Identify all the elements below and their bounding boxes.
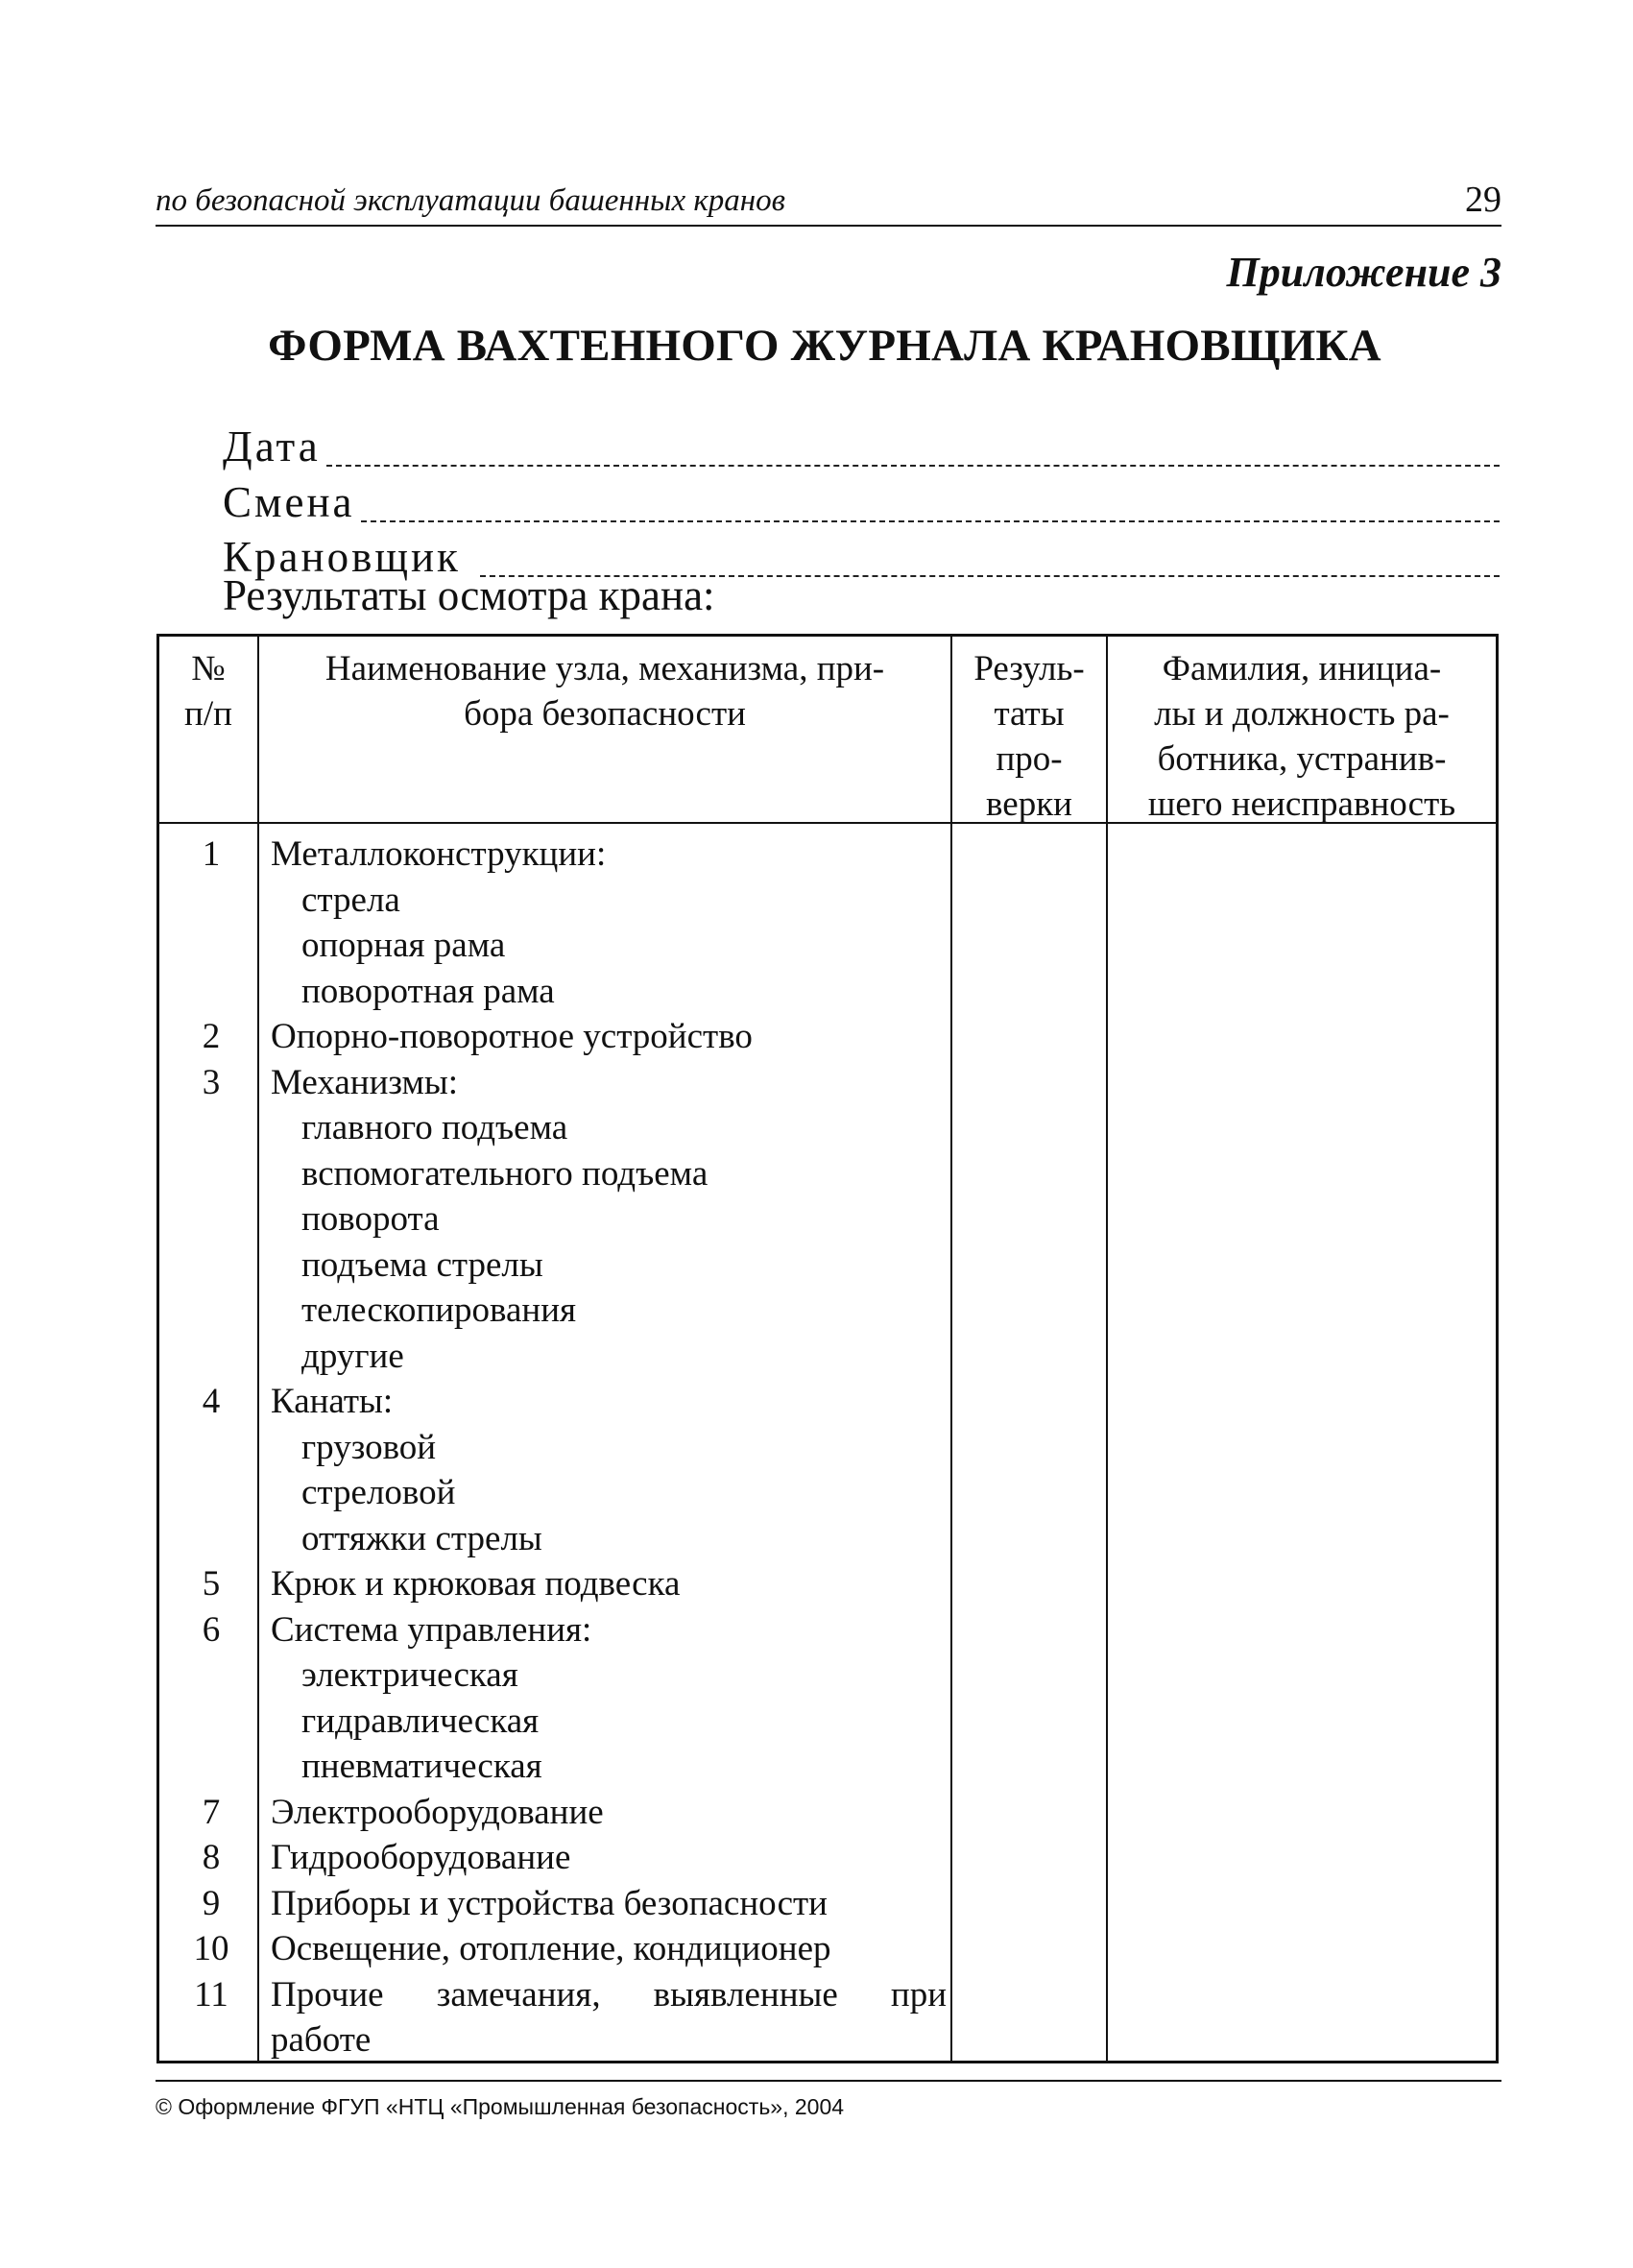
row-subitem: опорная рама <box>301 926 506 965</box>
row-subitem: телескопирования <box>301 1291 577 1330</box>
copyright-footer: © Оформление ФГУП «НТЦ «Промышленная безопасность», 2004 <box>156 2094 845 2119</box>
header-number: № п/п <box>184 649 232 734</box>
row-item: Прочие замечания, выявленные при <box>271 1974 947 2015</box>
page-number: 29 <box>1465 180 1501 220</box>
row-subitem: пневматическая <box>301 1747 542 1786</box>
table-row <box>159 1516 1496 1562</box>
header-check-results: Резуль- таты про- верки <box>973 649 1085 824</box>
table-row <box>159 1699 1496 1745</box>
date-blank-line <box>326 464 1500 467</box>
table-row <box>159 1060 1496 1106</box>
row-number: 3 <box>202 1062 221 1102</box>
row-subitem: гидравлическая <box>301 1701 540 1741</box>
row-number: 8 <box>202 1838 221 1877</box>
shift-blank-line <box>361 519 1500 522</box>
operator-label: Крановщик <box>223 533 461 581</box>
table-row <box>159 1288 1496 1334</box>
row-subitem: главного подъема <box>301 1108 568 1147</box>
row-item: Освещение, отопление, кондиционер <box>271 1929 831 1968</box>
table-row <box>159 832 1496 878</box>
row-number: 9 <box>202 1883 221 1923</box>
row-number: 11 <box>194 1974 228 2015</box>
table-row <box>159 1607 1496 1653</box>
row-subitem: оттяжки стрелы <box>301 1518 542 1558</box>
running-title: по безопасной эксплуатации башенных кранов <box>156 183 786 218</box>
table-row <box>159 1151 1496 1197</box>
row-number: 1 <box>202 834 221 874</box>
row-subitem: вспомогательного подъема <box>301 1153 708 1194</box>
table-row <box>159 2017 1496 2063</box>
table-row <box>159 1926 1496 1972</box>
row-subitem: стреловой <box>301 1473 456 1512</box>
row-subitem: электрическая <box>301 1655 518 1695</box>
row-subitem: стрела <box>301 880 400 920</box>
row-number: 2 <box>202 1017 221 1056</box>
table-row <box>159 878 1496 924</box>
table-row <box>159 923 1496 969</box>
document-title: ФОРМА ВАХТЕННОГО ЖУРНАЛА КРАНОВЩИКА <box>268 321 1381 371</box>
table-row <box>159 1425 1496 1471</box>
row-item: работе <box>271 2020 372 2060</box>
date-label: Дата <box>223 422 321 470</box>
row-item: Канаты: <box>271 1382 394 1421</box>
row-subitem: грузовой <box>301 1427 437 1467</box>
table-row <box>159 1881 1496 1927</box>
row-subitem: поворота <box>301 1199 440 1239</box>
header-item-name: Наименование узла, механизма, при- бора безопасности <box>324 649 885 734</box>
table-row <box>159 1744 1496 1790</box>
row-item: Приборы и устройства безопасности <box>271 1883 828 1923</box>
row-item: Механизмы: <box>271 1062 459 1102</box>
row-number: 4 <box>202 1382 221 1421</box>
table-row <box>159 969 1496 1015</box>
table-row <box>159 1105 1496 1151</box>
table-row <box>159 1379 1496 1425</box>
row-item: Опорно-поворотное устройство <box>271 1017 753 1056</box>
table-row <box>159 1014 1496 1060</box>
row-subitem: подъема стрелы <box>301 1244 543 1285</box>
table-row <box>159 1790 1496 1836</box>
table-row <box>159 1561 1496 1607</box>
table-row <box>159 1470 1496 1516</box>
shift-field <box>223 469 1500 524</box>
row-item: Система управления: <box>271 1609 592 1650</box>
table-row <box>159 1835 1496 1881</box>
row-item: Металлоконструкции: <box>271 834 607 874</box>
inspection-results-label: Результаты осмотра крана: <box>223 571 715 619</box>
row-item: Крюк и крюковая подвеска <box>271 1564 681 1604</box>
row-number: 7 <box>202 1792 221 1832</box>
shift-label: Смена <box>223 478 355 526</box>
table-row <box>159 1243 1496 1289</box>
row-number: 10 <box>193 1929 229 1968</box>
running-header <box>156 175 1501 227</box>
header-responsible-worker: Фамилия, инициа- лы и должность ра- ботника, устранив- шего неисправность <box>1147 649 1456 824</box>
row-subitem: поворотная рама <box>301 971 555 1011</box>
table-row <box>159 1196 1496 1243</box>
appendix-label: Приложение 3 <box>1226 249 1501 296</box>
inspection-table <box>156 634 1499 2063</box>
row-number: 5 <box>202 1564 221 1604</box>
table-body <box>159 832 1496 2063</box>
footer-rule <box>156 2080 1501 2082</box>
row-number: 6 <box>202 1609 221 1650</box>
row-item: Гидрооборудование <box>271 1838 571 1877</box>
date-field <box>223 413 1500 469</box>
row-item: Электрооборудование <box>271 1792 604 1832</box>
table-row <box>159 1972 1496 2018</box>
table-row <box>159 1334 1496 1380</box>
row-subitem: другие <box>301 1336 404 1376</box>
table-row <box>159 1653 1496 1699</box>
